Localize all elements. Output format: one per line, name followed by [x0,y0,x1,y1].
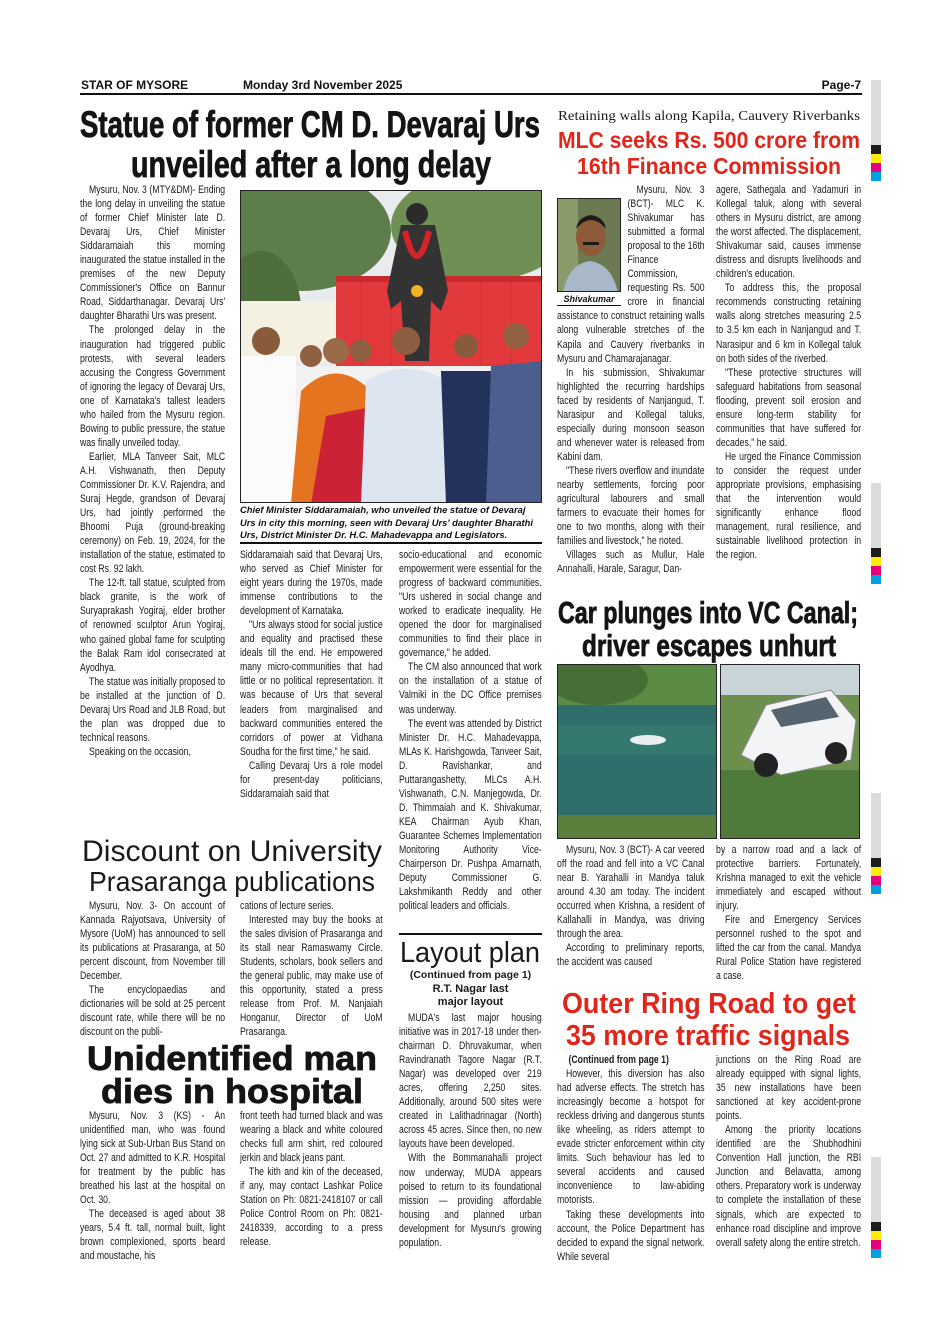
registration-swatch [871,163,881,172]
headline-line: Outer Ring Road to get [562,988,856,1020]
column [557,843,705,969]
statue-photo [240,190,542,503]
paragraph: Speaking on the occasion, [89,745,191,758]
paragraph: "These protective structures will safeguard habitations from seasonal flooding, prevent soil erosion and ensure long-term stability for communities that have suffered for decades," he said. [716,366,862,449]
section-rule [399,933,542,935]
column [557,1053,705,1264]
continued-label: (Continued from page 1) [568,1054,669,1066]
headline-line: Unidentified man [87,1040,377,1078]
registration-swatch [871,885,881,894]
paragraph: The encyclopaedias and dictionaries will be sold at 25 percent discount rate, while there will be no discount on the publi- [80,984,226,1039]
paragraph: front teeth had turned black and was wearing a black and white coloured checks full arm shirt, red coloured jerkin and black jeans pant. [240,1110,383,1165]
column [716,843,861,983]
paragraph: The statue was initially proposed to be installed at the junction of D. Devaraj Urs Road and JLB Road, but the plan was dropped due to technical reasons. [80,675,226,744]
paragraph: Siddaramaiah said that Devaraj Urs, who served as Chief Minister for eight years during the 1970s, made immense contributions to the development of Karnataka. [240,549,383,618]
registration-swatch [871,557,881,566]
registration-swatch [871,1240,881,1249]
paragraph: The prolonged delay in the inauguration had triggered public protests, with several leaders accusing the Congress Government of ignoring the legacy of Devaraj Urs, one of Karnataka's tallest leaders who hailed from the Mysuru region. Bowing to public pressure, the statue was finally unveiled today. [80,324,226,449]
column [399,1011,542,1250]
registration-swatch [871,876,881,885]
paragraph: Mysuru, Nov. 3 (BCT)- MLC K. Shivakumar has submitted a formal proposal to the 16th Finance Commission, requesting Rs. 500 crore in financial assistance to construct retaining walls along vulnerable stretches of the Kapila and Cauvery riverbanks in Mysuru and Chamarajanagar. [557,184,705,365]
column [80,1109,225,1264]
paragraph: "Urs always stood for social justice and equality and practised these ideals till the end. He empowered many micro-communities that had little or no political representation. It was because of Urs that several leaders from marginalised and backward communities entered the corridors of power at Vidhana Soudha for the first time," he said. [240,619,383,758]
headline-line: 16th Finance Commission [577,153,841,179]
photo-caption: Chief Minister Siddaramaiah, who unveiled the statue of Devaraj Urs in city this morning, seen with Devaraj Urs' daughter Bharathi Urs, District Minister Dr. H.C. Mahadevappa and Legislators. [240,504,533,541]
paragraph: To address this, the proposal recommends constructing retaining walls along stretches measuring 2.5 to 3.5 km each in Nanjangud and T. Narasipur and 6 km in Kollegal taluk on both sides of the riverbed. [716,282,862,365]
registration-swatch [871,867,881,876]
paragraph: agere, Sathegala and Yadamuri in Kollegal taluk, along with several others in Mysuru district, are among the worst affected. The displacement, Shivakumar said, causes immense distress and disrupts livelihoods and children's education. [716,184,862,281]
column [240,1109,383,1249]
subhead-line: R.T. Nagar last [432,982,509,995]
car-lifted-photo [720,664,860,839]
paragraph: by a narrow road and a lack of protective barriers. Fortunately, Krishna managed to exit the vehicle immediately and escaped without injury. [716,844,862,913]
canal-photo [557,664,717,839]
header-rule [80,93,862,95]
registration-swatch [871,1222,881,1231]
paragraph: Mysuru, Nov. 3 (BCT)- A car veered off the road and fell into a VC Canal near B. Yarahalli in Mandya taluk around 4.30 am today. The incident occurred when Krishna, a resident of Kallahalli in Mandya, was driving through the area. [557,844,705,941]
column [240,548,383,801]
paragraph: Mysuru, Nov. 3 (MTY&DM)- Ending the long delay in unveiling the statue of former Chief Minister late D. Devaraj Urs, Chief Minister Siddaramaiah this morning inaugurated the statue installed in the premises of the new Deputy Commissioner's Office on Bannur Road, Siddarthanagar. Devaraj Urs' daughter Bharathi Urs was present. [80,184,226,323]
paragraph: Fire and Emergency Services personnel rushed to the spot and lifted the car from the canal. Mandya Rural Police Station have registered a case. [716,914,862,983]
paragraph: Interested may buy the books at the sales division of Prasaranga and its stall near Ramaswamy Circle. Students, scholars, book sellers and the general public, may make use of this opportunity, stated a press release from Prof. M. Nanjaiah Honganur, Director of UoM Prasaranga. [240,914,383,1039]
masthead-name: STAR OF MYSORE [81,78,189,92]
page-number: Page-7 [821,78,861,92]
column [80,183,225,759]
headline-line: unveiled after a long delay [131,144,491,185]
registration-swatch [871,172,881,181]
issue-date: Monday 3rd November 2025 [243,78,403,92]
paragraph: socio-educational and economic empowerment were essential for the progress of backward communities. "Urs ushered in social change and worked to eradicate inequality. He opened the door for marginalised communities to find their place in governance," he added. [399,549,542,660]
registration-swatch [871,145,881,154]
kicker: Retaining walls along Kapila, Cauvery Riverbanks [558,109,860,124]
paragraph: Calling Devaraj Urs a role model for present-day politicians, Siddaramaiah said that [240,759,383,800]
registration-swatch [871,1249,881,1258]
paragraph: Mysuru, Nov. 3- On account of Kannada Rajyotsava, University of Mysore (UoM) has announced to sell its publications at Prasaranga, at 50 percent discount, from November till December. [80,900,226,983]
headline-line: Statue of former CM D. Devaraj Urs [80,104,540,145]
paragraph: In his submission, Shivakumar highlighted the recurring hardships faced by residents of Nanjangud, T. Narasipur and Kollegal taluks, especially during monsoon season and whenever water is released from Kabini dam. [557,366,705,463]
headline-line: Discount on University [82,835,382,868]
paragraph: Taking these developments into account, the Police Department has decided to expand the signal network. While several [557,1208,705,1263]
photo-caption: Shivakumar [563,294,615,304]
paragraph: However, this diversion has also had adverse effects. The stretch has increasingly become a hotspot for reckless driving and dangerous stunts like wheeling, as riders attempt to evade stricter enforcement within city limits. Such behaviour has led to several accidents and caused inconvenience to law-abiding motorists. [557,1068,705,1207]
paragraph: Villages such as Mullur, Hale Annahalli, Harale, Saragur, Dan- [557,549,705,576]
paragraph: He urged the Finance Commission to consider the request under appropriate provisions, emphasising that the intervention would significantly enhance flood management, rural resilience, and sustainable livelihood protection in the region. [716,450,862,562]
registration-swatch [871,858,881,867]
headline-line: 35 more traffic signals [566,1020,850,1052]
column [716,1053,861,1250]
column [240,899,383,1039]
column [80,899,225,1039]
column [399,548,542,913]
headline-line: Layout plan [400,937,540,969]
registration-swatch [871,1231,881,1240]
paragraph: Among the priority locations identified are the Shubhodhini Convention Hall junction, the RBI Junction and Belavatta, among others. Preparatory work is underway to complete the installation of these signals, which are expected to enhance road discipline and improve overall safety along the entire stretch. [716,1124,862,1249]
caption-rule [240,542,542,544]
headline-line: driver escapes unhurt [582,628,836,663]
paragraph: Mysuru, Nov. 3 (KS) - An unidentified man, who was found lying sick at Sub-Urban Bus Stand on Oct. 27 and admitted to K.R. Hospital for treatment by the public has breathed his last at the hospital on Oct. 30. [80,1110,226,1207]
paragraph: MUDA's last major housing initiative was in 2017-18 under then-chairman D. Dhruvakumar, when Ravindranath Tagore Nagar (R.T. Nagar) was developed over 219 acres, offering 2,250 sites. Additionally, around 500 sites were created in Lalithadrinagar (North) across 45 acres. Since then, no new layouts have been developed. [399,1012,542,1151]
paragraph: The CM also announced that work on the installation of a statue of Valmiki in the DC Office premises was underway. [399,661,542,716]
paragraph: cations of lecture series. [240,900,334,912]
headline-line: Prasaranga publications [89,866,375,897]
registration-swatch [871,566,881,575]
paragraph: junctions on the Ring Road are already equipped with signal lights, 35 new installations have been sanctioned at key accident-prone points. [716,1054,862,1123]
paragraph: With the Bommanahalli project now underway, MUDA appears poised to return to its foundational mission — providing affordable housing and planned urban development for Mysuru's growing population. [399,1152,542,1249]
headline-line: Car plunges into VC Canal; [558,595,858,630]
headline-line: dies in hospital [101,1073,363,1111]
paragraph: "These rivers overflow and inundate nearby settlements, forcing poor agricultural labourers and small farmers to evacuate their homes for one to two months, along with their families and livestock," he noted. [557,464,705,548]
headline-line: MLC seeks Rs. 500 crore from [558,127,860,153]
paragraph: The deceased is aged about 38 years, 5.4 ft. tall, normal built, light brown complexioned, sports beard and moustache, his [80,1208,226,1263]
continued-label: (Continued from page 1) [409,969,532,981]
paragraph: According to preliminary reports, the accident was caused [557,942,705,969]
subhead-line: major layout [437,996,504,1008]
registration-swatch [871,548,881,557]
paragraph: The kith and kin of the deceased, if any, may contact Lashkar Police Station on Ph: 0821-2418107 or call Police Control Room on Ph: 0821-2418339, according to a press release. [240,1166,383,1249]
paragraph: Earlier, MLA Tanveer Sait, MLC A.H. Vishwanath, then Deputy Commissioner Dr. K.V. Rajendra, and Suraj Hegde, grandson of Devaraj Urs, had jointly performed the Bhoomi Puja (ground-breaking ceremony) on Feb. 19, 2024, for the installation of the statue, estimated to cost Rs. 92 lakh. [80,450,226,576]
registration-swatch [871,575,881,584]
paragraph: The 12-ft. tall statue, sculpted from black granite, is the work of Suryaprakash Yogiraj, elder brother of renowned sculptor Arun Yogiraj, who gained global fame for sculpting the Balak Ram idol consecrated at Ayodhya. [80,577,226,674]
registration-swatch [871,154,881,163]
paragraph: The event was attended by District Minister Dr. H.C. Mahadevappa, MLAs K. Harishgowda, Tanveer Sait, D. Ravishankar, and Puttarangashetty, MLCs A.H. Vishwanath, C.N. Manjegowda, Dr. D. Thimmaiah and K. Shivakumar, KEA Chairman Ayub Khan, Guarantee Schemes Implementation Monitoring Authority Vice-Chairperson Dr. Pushpa Amarnath, Deputy Commissioner G. Lakshmikanth Reddy and other political leaders and officials. [399,717,542,913]
column [716,183,861,562]
column [557,183,705,576]
